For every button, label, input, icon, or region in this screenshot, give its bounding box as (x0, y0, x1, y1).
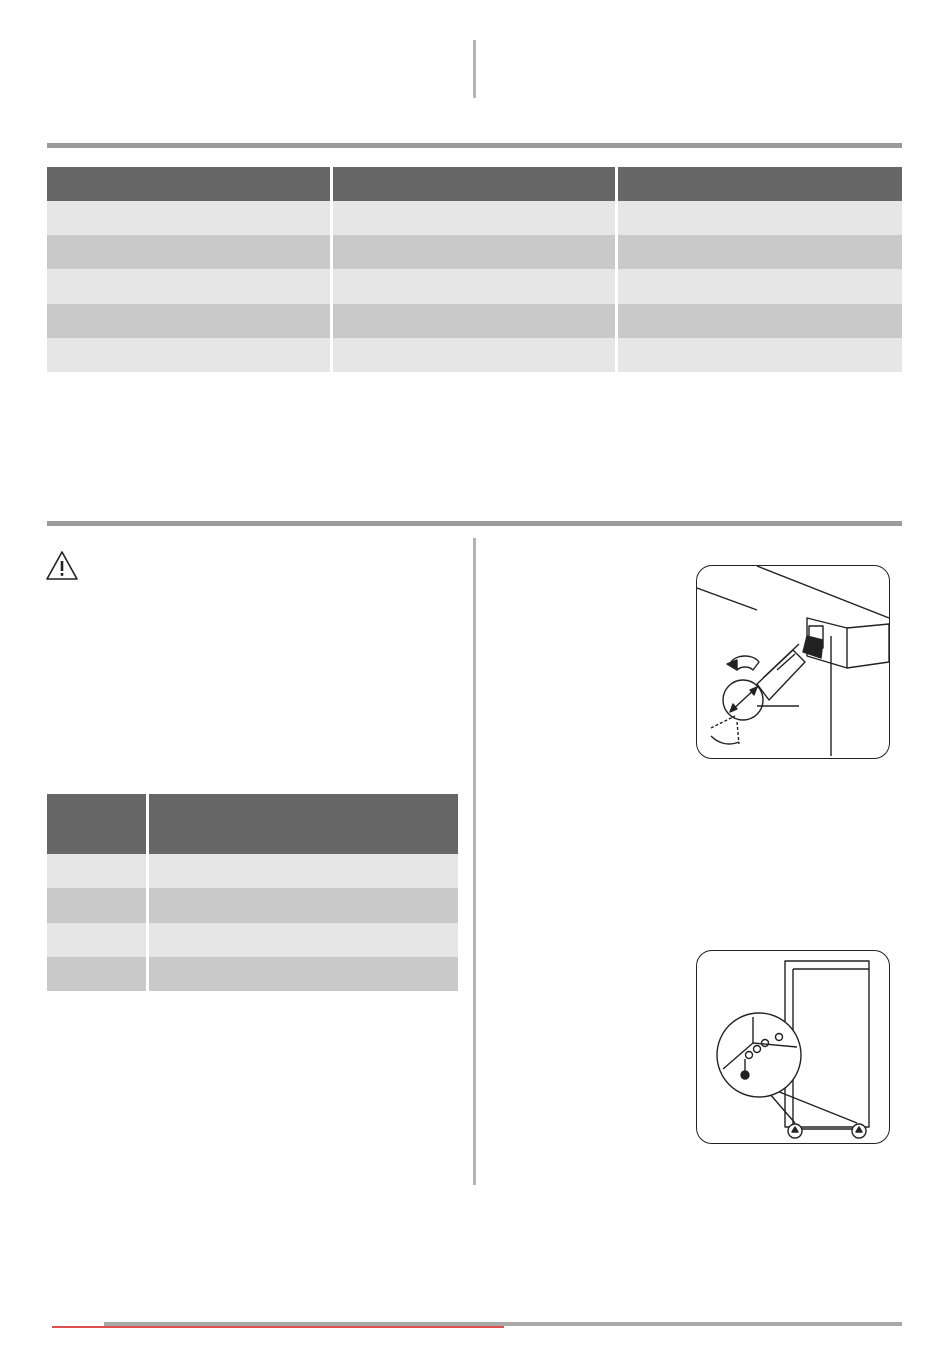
table-cell (47, 269, 331, 304)
footer-rule (104, 1322, 902, 1326)
top-column-divider (473, 40, 476, 98)
top-table (47, 167, 902, 372)
table-cell (47, 854, 147, 888)
small-table-header-row (47, 794, 458, 854)
table-cell (147, 923, 458, 957)
leveling-feet-icon (697, 951, 889, 1143)
small-table-header-cell (47, 794, 147, 854)
table-cell (331, 338, 616, 372)
table-cell (331, 235, 616, 269)
top-table-header-cell (331, 167, 616, 201)
top-table-header-cell (47, 167, 331, 201)
table-cell (616, 338, 902, 372)
table-row (47, 957, 458, 991)
table-cell (331, 201, 616, 235)
figure-door-stop (696, 565, 890, 759)
table-cell (47, 235, 331, 269)
table-cell (47, 957, 147, 991)
small-table-header-cell (147, 794, 458, 854)
table-row (47, 338, 902, 372)
table-row (47, 888, 458, 923)
table-cell (147, 957, 458, 991)
table-cell (616, 235, 902, 269)
table-row (47, 854, 458, 888)
table-cell (616, 269, 902, 304)
table-row (47, 201, 902, 235)
section-rule-1 (47, 143, 902, 148)
warning-triangle-icon (45, 550, 79, 582)
table-cell (47, 923, 147, 957)
section-rule-2 (47, 521, 902, 526)
table-row (47, 923, 458, 957)
table-row (47, 304, 902, 338)
table-row (47, 235, 902, 269)
small-table (47, 794, 458, 991)
column-divider (473, 538, 476, 1185)
table-cell (147, 854, 458, 888)
table-cell (47, 304, 331, 338)
figure-leveling-feet (696, 950, 890, 1144)
table-cell (616, 201, 902, 235)
top-table-header-cell (616, 167, 902, 201)
table-cell (147, 888, 458, 923)
table-cell (47, 201, 331, 235)
table-row (47, 269, 902, 304)
table-cell (47, 338, 331, 372)
table-cell (616, 304, 902, 338)
table-cell (331, 269, 616, 304)
table-cell (47, 888, 147, 923)
table-cell (331, 304, 616, 338)
top-table-header-row (47, 167, 902, 201)
door-stop-screw-icon (697, 566, 889, 758)
footer-accent-bar (52, 1326, 504, 1328)
